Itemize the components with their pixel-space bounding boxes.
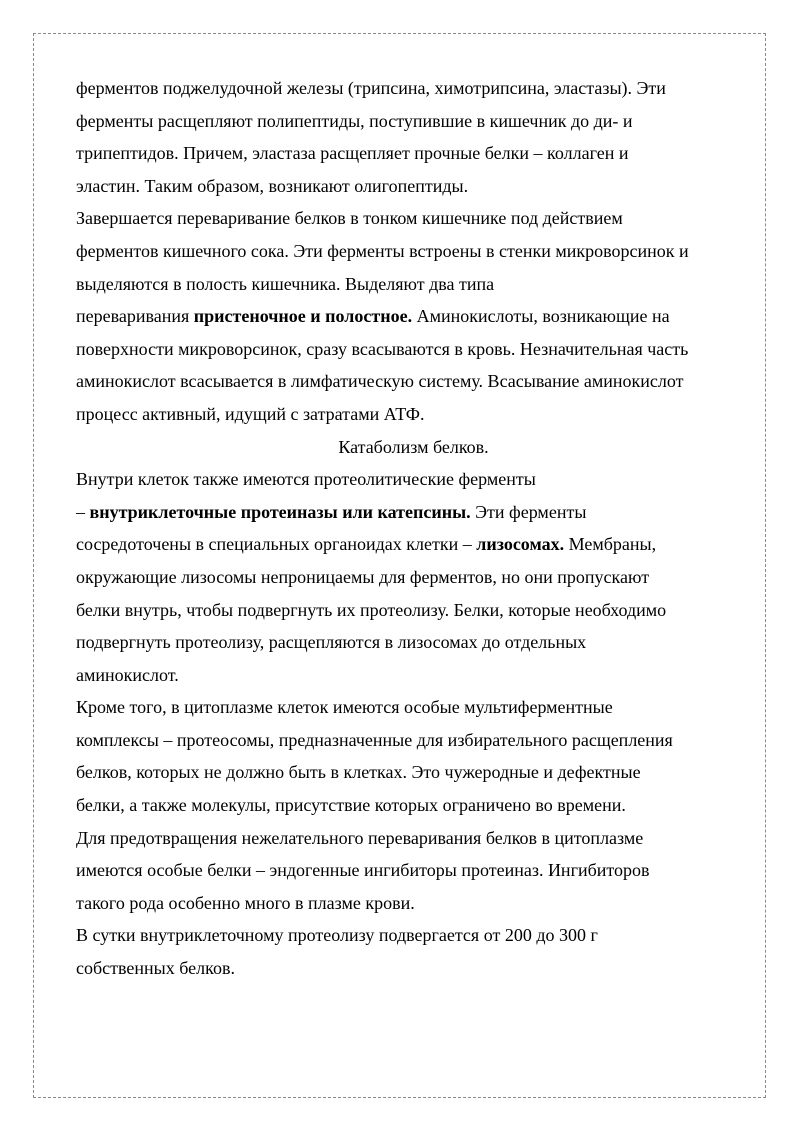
text-line xyxy=(76,561,736,594)
text-segment: аминокислот. xyxy=(76,664,179,685)
text-segment: собственных белков. xyxy=(76,958,235,979)
bold-term: внутриклеточные протеиназы или катепсины. xyxy=(89,501,471,522)
text-segment: поверхности микроворсинок, сразу всасываются в кровь. Незначительная часть xyxy=(76,338,689,359)
text-line xyxy=(76,724,736,757)
text-line xyxy=(76,300,736,333)
text-segment: ферментов кишечного сока. Эти ферменты встроены в стенки микроворсинок и xyxy=(76,240,689,261)
text-segment: Мембраны, xyxy=(564,534,657,555)
text-segment: В сутки внутриклеточному протеолизу подвергается от 200 до 300 г xyxy=(76,925,598,946)
text-line xyxy=(76,887,736,920)
text-segment: белки, а также молекулы, присутствие которых ограничено во времени. xyxy=(76,795,626,816)
text-segment: Эти ферменты xyxy=(470,501,587,522)
text-line xyxy=(76,854,736,887)
text-segment: Для предотвращения нежелательного переваривания белков в цитоплазме xyxy=(76,827,644,848)
text-line xyxy=(76,333,736,366)
text-line xyxy=(76,528,736,561)
text-line xyxy=(76,659,736,692)
text-line xyxy=(76,170,736,203)
text-line xyxy=(76,137,736,170)
text-segment: Внутри клеток также имеются протеолитические ферменты xyxy=(76,469,536,490)
text-segment: такого рода особенно много в плазме крови. xyxy=(76,892,415,913)
text-line xyxy=(76,365,736,398)
document-body xyxy=(76,72,736,985)
text-line xyxy=(76,235,736,268)
text-segment: ферменты расщепляют полипептиды, поступившие в кишечник до ди- и xyxy=(76,110,633,131)
text-segment: Катаболизм белков. xyxy=(338,436,489,457)
bold-term: пристеночное и полостное. xyxy=(193,306,413,327)
text-segment: ферментов поджелудочной железы (трипсина, химотрипсина, эластазы). Эти xyxy=(76,78,666,98)
text-segment: переваривания xyxy=(76,306,194,327)
text-line xyxy=(76,268,736,301)
text-line xyxy=(76,463,736,496)
text-line xyxy=(76,952,736,985)
text-line xyxy=(76,72,736,105)
text-line xyxy=(76,822,736,855)
text-line xyxy=(76,919,736,952)
text-line xyxy=(76,626,736,659)
text-line xyxy=(76,496,736,529)
text-segment: Завершается переваривание белков в тонком кишечнике под действием xyxy=(76,208,623,229)
text-segment: Аминокислоты, возникающие на xyxy=(412,306,670,327)
text-segment: Кроме того, в цитоплазме клеток имеются особые мультиферментные xyxy=(76,697,613,718)
text-segment: комплексы – протеосомы, предназначенные для избирательного расщепления xyxy=(76,729,673,750)
text-segment: белки внутрь, чтобы подвергнуть их протеолизу. Белки, которые необходимо xyxy=(76,599,667,620)
text-line xyxy=(76,691,736,724)
text-line xyxy=(76,594,736,627)
text-line xyxy=(76,789,736,822)
bold-term: лизосомах. xyxy=(476,534,565,555)
text-segment: имеются особые белки – эндогенные ингибиторы протеиназ. Ингибиторов xyxy=(76,860,650,881)
text-segment: аминокислот всасывается в лимфатическую систему. Всасывание аминокислот xyxy=(76,371,684,392)
section-heading xyxy=(76,431,736,464)
text-segment: эластин. Таким образом, возникают олигопептиды. xyxy=(76,175,469,196)
text-segment: подвергнуть протеолизу, расщепляются в лизосомах до отдельных xyxy=(76,632,587,653)
text-segment: окружающие лизосомы непроницаемы для ферментов, но они пропускают xyxy=(76,566,650,587)
text-segment: процесс активный, идущий с затратами АТФ. xyxy=(76,403,425,424)
text-line xyxy=(76,202,736,235)
text-line xyxy=(76,105,736,138)
text-line xyxy=(76,756,736,789)
text-segment: белков, которых не должно быть в клетках. Это чужеродные и дефектные xyxy=(76,762,641,783)
text-segment: трипептидов. Причем, эластаза расщепляет прочные белки – коллаген и xyxy=(76,143,629,164)
text-line xyxy=(76,398,736,431)
text-segment: сосредоточены в специальных органоидах клетки – xyxy=(76,534,477,555)
text-segment: выделяются в полость кишечника. Выделяют два типа xyxy=(76,273,495,294)
text-segment: – xyxy=(76,501,90,522)
